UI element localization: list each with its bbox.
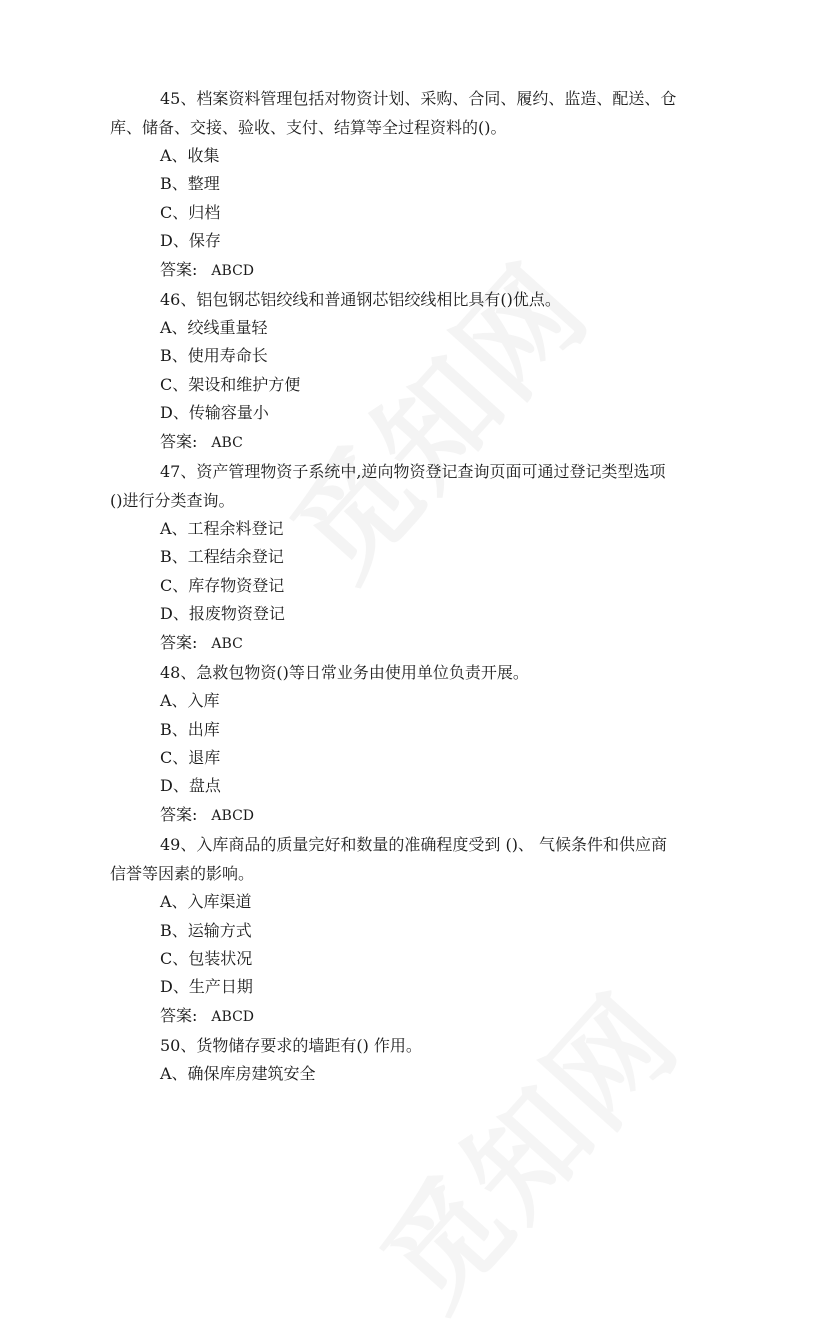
option-a: A、工程余料登记: [160, 519, 284, 539]
document-body: [110, 84, 700, 1089]
option-c: C、包装状况: [160, 948, 253, 968]
question-45: [110, 84, 700, 285]
option-a: A、确保库房建筑安全: [160, 1064, 316, 1084]
option-b: B、出库: [160, 719, 220, 739]
question-48: [160, 658, 700, 830]
option-a: A、入库渠道: [160, 892, 252, 912]
option-c: C、库存物资登记: [160, 575, 285, 595]
answer-value: ABCD: [211, 262, 255, 279]
question-text: 49、入库商品的质量完好和数量的准确程度受到 ()、 气候条件和供应商: [160, 835, 668, 855]
answer-label: 答案:: [160, 804, 198, 824]
question-text-continued: ()进行分类查询。: [110, 491, 235, 511]
option-d: D、传输容量小: [160, 403, 269, 423]
question-text: 50、货物储存要求的墙距有() 作用。: [160, 1036, 422, 1056]
option-b: B、运输方式: [160, 920, 252, 940]
option-d: D、保存: [160, 231, 221, 251]
option-d: D、盘点: [160, 776, 221, 796]
answer-label: 答案:: [160, 632, 198, 652]
answer-line: [160, 629, 700, 658]
question-text-continued: 信誉等因素的影响。: [110, 864, 255, 884]
answer-label: 答案:: [160, 1005, 198, 1025]
question-49: [110, 830, 700, 1031]
option-a: A、入库: [160, 691, 220, 711]
question-text-continued: 库、储备、交接、验收、支付、结算等全过程资料的()。: [110, 118, 507, 137]
answer-line: [160, 1002, 700, 1031]
question-50: [160, 1031, 700, 1088]
answer-line: [160, 801, 700, 830]
answer-value: ABCD: [211, 1008, 255, 1025]
option-b: B、使用寿命长: [160, 346, 268, 366]
answer-line: [160, 428, 700, 457]
option-b: B、整理: [160, 174, 220, 194]
option-d: D、生产日期: [160, 977, 253, 997]
question-text: 48、急救包物资()等日常业务由使用单位负责开展。: [160, 663, 529, 683]
answer-line: [160, 256, 700, 285]
answer-value: ABCD: [211, 807, 255, 824]
option-a: A、收集: [160, 146, 220, 165]
answer-label: 答案:: [160, 259, 198, 279]
answer-value: ABC: [211, 635, 243, 652]
answer-label: 答案:: [160, 431, 198, 451]
option-a: A、绞线重量轻: [160, 318, 268, 338]
answer-value: ABC: [211, 434, 243, 451]
option-c: C、架设和维护方便: [160, 374, 301, 394]
question-46: [160, 285, 700, 457]
option-c: C、归档: [160, 202, 221, 222]
option-b: B、工程结余登记: [160, 547, 284, 567]
question-text: 47、资产管理物资子系统中,逆向物资登记查询页面可通过登记类型选项: [160, 462, 666, 482]
option-c: C、退库: [160, 747, 221, 767]
question-text: 45、档案资料管理包括对物资计划、采购、合同、履约、监造、配送、仓: [160, 89, 677, 108]
question-text: 46、铝包钢芯铝绞线和普通钢芯铝绞线相比具有()优点。: [160, 290, 561, 310]
question-47: [110, 457, 700, 658]
option-d: D、报废物资登记: [160, 604, 285, 624]
